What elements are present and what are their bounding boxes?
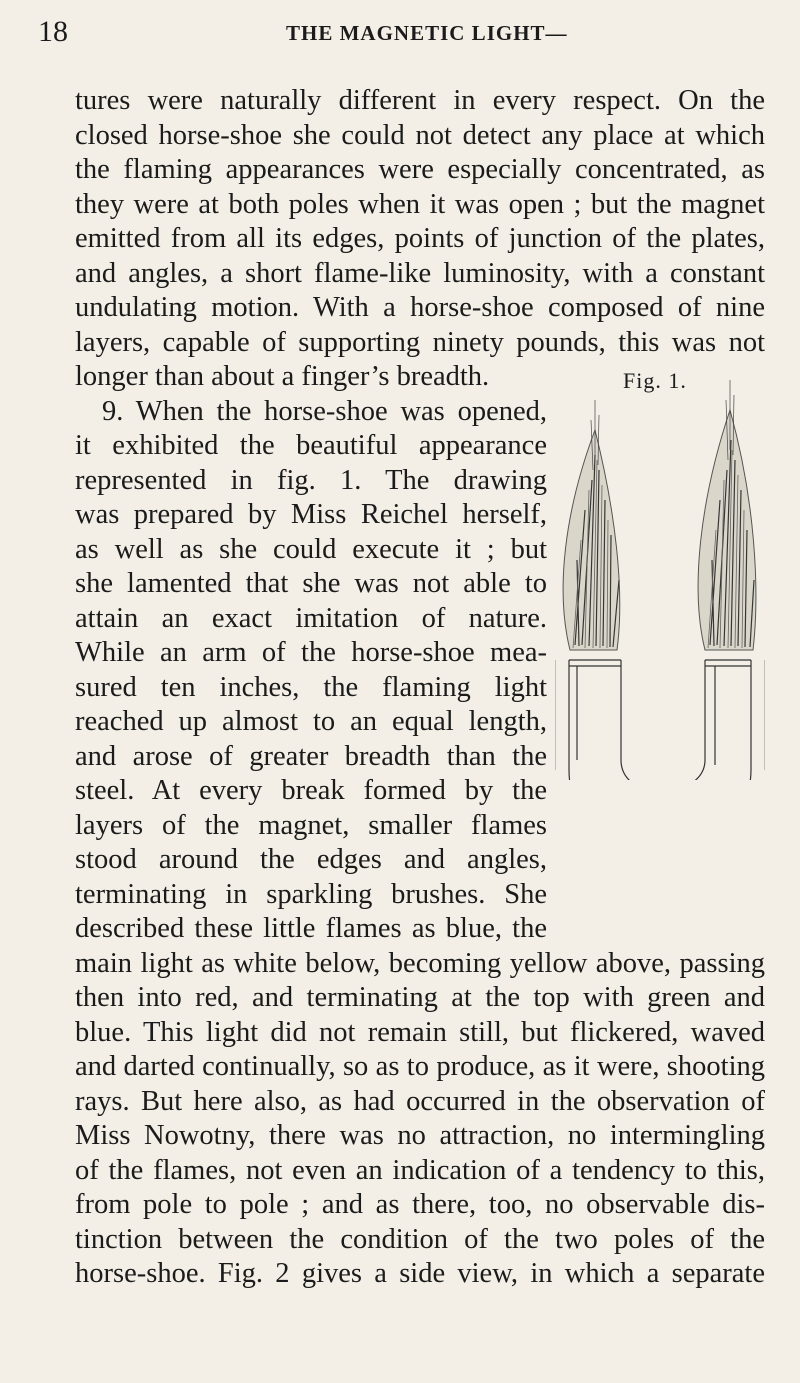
text-line: of the flames, not even an indication of a tendency to this, (75, 1155, 765, 1186)
text-line: closed horse-shoe she could not detect any place at which (75, 120, 765, 151)
text-line: the flaming appearances were especially concentrated, as (75, 154, 765, 185)
text-line: longer than about a finger’s breadth. (75, 361, 490, 392)
text-line: layers of the magnet, smaller flames (75, 810, 547, 841)
text-line: blue. This light did not remain still, but flickered, waved (75, 1017, 765, 1048)
text-line: she lamented that she was not able to (75, 568, 547, 599)
text-line: represented in fig. 1. The drawing (75, 465, 547, 496)
running-head: THE MAGNETIC LIGHT— (286, 21, 568, 45)
text-line: attain an exact imitation of nature. (75, 603, 547, 634)
text-line: horse-shoe. Fig. 2 gives a side view, in which a separate (75, 1258, 765, 1289)
horse-shoe-body (555, 660, 765, 780)
text-line: main light as white below, becoming yellow above, passing (75, 948, 765, 979)
figure-caption: Fig. 1. (623, 368, 687, 393)
text-line: from pole to pole ; and as there, too, no observable dis- (75, 1189, 765, 1220)
text-line: and angles, a short flame-like luminosity, with a constant (75, 258, 765, 289)
text-line: sured ten inches, the flaming light (75, 672, 547, 703)
text-line: and darted continually, so as to produce, as it were, shooting (75, 1051, 765, 1082)
text-line: stood around the edges and angles, (75, 844, 547, 875)
text-line: tinction between the condition of the two poles of the (75, 1224, 765, 1255)
text-line: Miss Nowotny, there was no attraction, no intermingling (75, 1120, 765, 1151)
text-line: as well as she could execute it ; but (75, 534, 547, 565)
text-line: emitted from all its edges, points of junction of the plates, (75, 223, 765, 254)
text-line: it exhibited the beautiful appearance (75, 430, 547, 461)
text-line: reached up almost to an equal length, (75, 706, 547, 737)
text-line: While an arm of the horse-shoe mea- (75, 637, 547, 668)
text-line: 9. When the horse-shoe was opened, (102, 396, 547, 427)
text-line: terminating in sparkling brushes. She (75, 879, 547, 910)
text-line: undulating motion. With a horse-shoe composed of nine (75, 292, 765, 323)
text-line: then into red, and terminating at the top with green and (75, 982, 765, 1013)
left-pole-flame (563, 400, 620, 650)
right-pole-flame (698, 380, 756, 650)
text-line: rays. But here also, as had occurred in the observation of (75, 1086, 765, 1117)
text-line: steel. At every break formed by the (75, 775, 547, 806)
text-line: was prepared by Miss Reichel herself, (75, 499, 547, 530)
text-line: tures were naturally different in every respect. On the (75, 85, 765, 116)
text-line: layers, capable of supporting ninety pounds, this was not (75, 327, 765, 358)
text-line: and arose of greater breadth than the (75, 741, 547, 772)
page-header (38, 12, 770, 52)
text-line: they were at both poles when it was open ; but the magnet (75, 189, 765, 220)
page-number: 18 (38, 15, 68, 48)
horse-shoe-magnet-figure (555, 360, 765, 780)
text-line: described these little flames as blue, the (75, 913, 547, 944)
